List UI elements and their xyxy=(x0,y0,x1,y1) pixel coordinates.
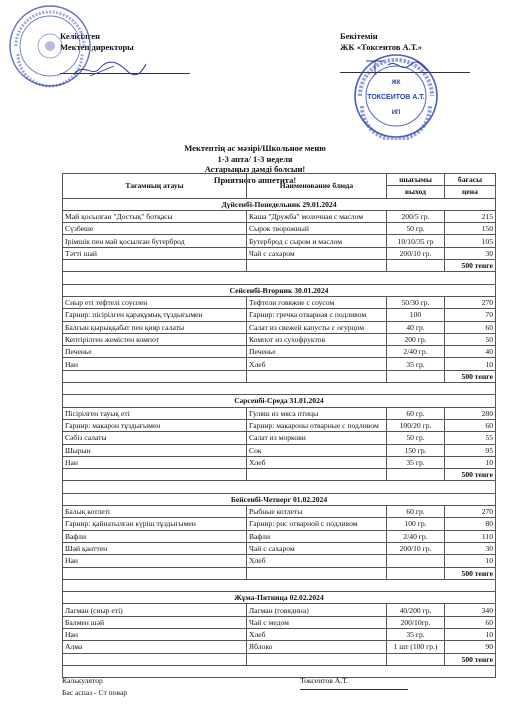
total-blank xyxy=(387,567,445,579)
stamp-bottom-label: ИП xyxy=(391,110,401,116)
dish-name-kz: Сүзбеше xyxy=(63,223,247,235)
dish-name-kz: Сәбіз салаты xyxy=(63,432,247,444)
dish-name-ru: Чай с медом xyxy=(247,616,387,628)
dish-price: 270 xyxy=(445,506,496,518)
dish-name-ru: Бутерброд с сыром и маслом xyxy=(247,235,387,247)
day-total: 500 тенге xyxy=(445,567,496,579)
dish-name-kz: Пісірілген тауық еті xyxy=(63,407,247,419)
total-blank xyxy=(63,260,247,272)
dish-name-kz: Ірімшік пен май қосылған бутерброд xyxy=(63,235,247,247)
dish-yield: 100/20 гр. xyxy=(387,419,445,431)
dish-name-ru: Компот из сухофруктов xyxy=(247,333,387,345)
menu-item-row xyxy=(63,506,496,518)
dish-yield xyxy=(387,555,445,567)
day-total-row xyxy=(63,469,496,481)
day-header-row xyxy=(63,395,496,407)
dish-name-ru: Салат из моркови xyxy=(247,432,387,444)
dish-name-kz: Шырын xyxy=(63,444,247,456)
stamp-top-label: ЖК xyxy=(391,80,401,86)
spacer-cell xyxy=(63,665,496,677)
total-blank xyxy=(247,469,387,481)
dish-price: 30 xyxy=(445,542,496,554)
dish-name-ru: Сырок творожный xyxy=(247,223,387,235)
dish-price: 40 xyxy=(445,346,496,358)
day-header-row xyxy=(63,198,496,210)
table-header-row xyxy=(63,174,496,186)
spacer-row xyxy=(63,481,496,493)
day-title: Сейсенбі-Вторник 30.01.2024 xyxy=(63,284,496,296)
col-name-kz: Тағамның атауы xyxy=(63,174,247,199)
dish-name-ru: Сок xyxy=(247,444,387,456)
col-yield-kz: шығымы xyxy=(387,174,445,186)
approval-right-role: ЖК «Токсеитов А.Т.» xyxy=(340,42,422,52)
school-stamp xyxy=(6,2,94,90)
menu-item-row xyxy=(63,530,496,542)
day-header-row xyxy=(63,284,496,296)
dish-name-kz: Шәй қанттен xyxy=(63,542,247,554)
dish-price: 80 xyxy=(445,518,496,530)
dish-yield: 35 гр. xyxy=(387,628,445,640)
dish-yield: 50 гр. xyxy=(387,223,445,235)
approval-right-title: Бекітемін xyxy=(340,31,378,41)
approval-left-role: Мектеп директоры xyxy=(60,42,134,52)
dish-name-kz: Алма xyxy=(63,641,247,653)
dish-price: 70 xyxy=(445,309,496,321)
menu-item-row xyxy=(63,407,496,419)
total-blank xyxy=(63,370,247,382)
col-name-ru: Наименование блюда xyxy=(247,174,387,199)
menu-item-row xyxy=(63,518,496,530)
approval-left-title: Келісілген xyxy=(60,31,101,41)
menu-item-row xyxy=(63,456,496,468)
dish-price: 10 xyxy=(445,628,496,640)
dish-price: 10 xyxy=(445,358,496,370)
heading-line3: Астарыңыз дәмді болсын! xyxy=(204,164,306,174)
dish-name-kz: Нан xyxy=(63,456,247,468)
dish-price: 50 xyxy=(445,333,496,345)
col-price-ru: цена xyxy=(445,186,496,198)
dish-name-kz: Гарнир: қайнатылған күріш тұздығымен xyxy=(63,518,247,530)
dish-yield: 200/5 гр. xyxy=(387,210,445,222)
dish-price: 55 xyxy=(445,432,496,444)
col-yield-ru: выход xyxy=(387,186,445,198)
menu-table xyxy=(62,173,496,678)
dish-name-kz: Вафли xyxy=(63,530,247,542)
total-blank xyxy=(247,370,387,382)
dish-name-ru: Гарнир: гречка отварная с подливом xyxy=(247,309,387,321)
day-total: 500 тенге xyxy=(445,260,496,272)
day-header-row xyxy=(63,592,496,604)
spacer-row xyxy=(63,383,496,395)
dish-name-ru: Лагман (говядина) xyxy=(247,604,387,616)
spacer-row xyxy=(63,665,496,677)
dish-name-ru: Гарнир: рис отварной с подливом xyxy=(247,518,387,530)
dish-name-kz: Нан xyxy=(63,628,247,640)
dish-price: 30 xyxy=(445,247,496,259)
dish-name-kz: Нан xyxy=(63,358,247,370)
dish-name-kz: Нан xyxy=(63,555,247,567)
dish-name-ru: Вафли xyxy=(247,530,387,542)
menu-item-row xyxy=(63,223,496,235)
dish-price: 10 xyxy=(445,555,496,567)
dish-name-kz: Тәтті шай xyxy=(63,247,247,259)
day-total-row xyxy=(63,370,496,382)
dish-yield: 100 xyxy=(387,309,445,321)
day-total-row xyxy=(63,653,496,665)
day-total: 500 тенге xyxy=(445,653,496,665)
dish-price: 110 xyxy=(445,530,496,542)
dish-yield: 150 гр. xyxy=(387,444,445,456)
dish-yield: 2/40 гр. xyxy=(387,346,445,358)
footer-left xyxy=(62,676,127,697)
dish-name-ru: Салат из свежей капусты с огурцом xyxy=(247,321,387,333)
dish-price: 95 xyxy=(445,444,496,456)
footer-calculator: Калькулятор xyxy=(62,676,103,685)
dish-name-ru: Печенье xyxy=(247,346,387,358)
dish-yield: 2/40 гр. xyxy=(387,530,445,542)
menu-table-body xyxy=(63,174,496,678)
heading-line2: 1-3 апта/ 1-3 неделя xyxy=(217,153,293,164)
spacer-cell xyxy=(63,272,496,284)
day-total: 500 тенге xyxy=(445,370,496,382)
menu-item-row xyxy=(63,321,496,333)
dish-name-ru: Гарнир: макароны отварные с подливом xyxy=(247,419,387,431)
dish-yield: 200/10 гр. xyxy=(387,247,445,259)
heading-line1: Мектептің ас мәзірі/Школьное меню xyxy=(184,143,326,153)
menu-item-row xyxy=(63,419,496,431)
menu-item-row xyxy=(63,628,496,640)
dish-yield: 100 гр. xyxy=(387,518,445,530)
total-blank xyxy=(63,567,247,579)
dish-name-kz: Балғын қырыққабат пен қияр салаты xyxy=(63,321,247,333)
col-price-kz: бағасы xyxy=(445,174,496,186)
dish-name-ru: Каша "Дружба" молочная с маслом xyxy=(247,210,387,222)
dish-name-ru: Рыбные котлеты xyxy=(247,506,387,518)
footer-signature-line xyxy=(300,689,408,690)
dish-yield: 60 гр. xyxy=(387,506,445,518)
dish-yield: 200/10гр. xyxy=(387,616,445,628)
dish-name-kz: Балмен шәй xyxy=(63,616,247,628)
menu-item-row xyxy=(63,333,496,345)
dish-price: 10 xyxy=(445,456,496,468)
menu-item-row xyxy=(63,616,496,628)
total-blank xyxy=(63,469,247,481)
menu-item-row xyxy=(63,346,496,358)
menu-item-row xyxy=(63,358,496,370)
menu-item-row xyxy=(63,235,496,247)
day-total: 500 тенге xyxy=(445,469,496,481)
menu-item-row xyxy=(63,247,496,259)
dish-name-ru: Хлеб xyxy=(247,358,387,370)
dish-yield: 50 гр. xyxy=(387,432,445,444)
dish-yield: 200/10 гр. xyxy=(387,542,445,554)
total-blank xyxy=(247,653,387,665)
heading-line4: Приятного аппетита! xyxy=(213,174,297,185)
dish-price: 60 xyxy=(445,419,496,431)
dish-name-ru: Тефтели говяжие с соусом xyxy=(247,296,387,308)
dish-price: 280 xyxy=(445,407,496,419)
dish-price: 270 xyxy=(445,296,496,308)
footer-right: Токсеитов А.Т. xyxy=(300,676,348,685)
spacer-cell xyxy=(63,481,496,493)
menu-item-row xyxy=(63,604,496,616)
dish-name-ru: Гуляш из мяса птицы xyxy=(247,407,387,419)
dish-name-kz: Кептірілген жемістен компот xyxy=(63,333,247,345)
spacer-row xyxy=(63,272,496,284)
dish-price: 60 xyxy=(445,616,496,628)
total-blank xyxy=(247,567,387,579)
day-header-row xyxy=(63,493,496,505)
menu-item-row xyxy=(63,432,496,444)
menu-item-row xyxy=(63,210,496,222)
dish-name-kz: Печенье xyxy=(63,346,247,358)
dish-price: 105 xyxy=(445,235,496,247)
spacer-cell xyxy=(63,383,496,395)
dish-yield: 60 гр. xyxy=(387,407,445,419)
menu-item-row xyxy=(63,444,496,456)
dish-yield: 40 гр. xyxy=(387,321,445,333)
day-title: Бейсенбі-Четверг 01.02.2024 xyxy=(63,493,496,505)
menu-item-row xyxy=(63,296,496,308)
total-blank xyxy=(387,370,445,382)
dish-yield: 50/30 гр. xyxy=(387,296,445,308)
dish-yield: 35 гр. xyxy=(387,358,445,370)
dish-price: 90 xyxy=(445,641,496,653)
dish-name-ru: Хлеб xyxy=(247,456,387,468)
dish-name-ru: Чай с сахаром xyxy=(247,247,387,259)
dish-yield: 1 шт (100 гр.) xyxy=(387,641,445,653)
total-blank xyxy=(387,653,445,665)
dish-yield: 200 гр. xyxy=(387,333,445,345)
day-total-row xyxy=(63,260,496,272)
dish-name-ru: Хлеб xyxy=(247,628,387,640)
dish-name-kz: Гарнир: пісірілген қарақұмық тұздығымен xyxy=(63,309,247,321)
dish-name-kz: Лагман (сиыр еті) xyxy=(63,604,247,616)
dish-yield: 35 гр. xyxy=(387,456,445,468)
dish-name-ru: Хлеб xyxy=(247,555,387,567)
dish-name-ru: Чай с сахаром xyxy=(247,542,387,554)
dish-name-kz: Май қосылған "Достық" ботқасы xyxy=(63,210,247,222)
day-title: Жұма-Пятница 02.02.2024 xyxy=(63,592,496,604)
dish-price: 340 xyxy=(445,604,496,616)
dish-name-kz: Гарнир: макарон тұздығымен xyxy=(63,419,247,431)
day-total-row xyxy=(63,567,496,579)
dish-name-ru: Яблоко xyxy=(247,641,387,653)
menu-item-row xyxy=(63,309,496,321)
total-blank xyxy=(63,653,247,665)
dish-name-kz: Сиыр еті тефтелі соуспен xyxy=(63,296,247,308)
dish-yield: 10/10/35 гр xyxy=(387,235,445,247)
company-stamp xyxy=(352,52,440,140)
spacer-cell xyxy=(63,579,496,591)
day-title: Дүйсенбі-Понедельник 29.01.2024 xyxy=(63,198,496,210)
footer-chef: Бас аспаз - Ст повар xyxy=(62,688,128,697)
total-blank xyxy=(387,260,445,272)
menu-item-row xyxy=(63,542,496,554)
total-blank xyxy=(387,469,445,481)
approval-right xyxy=(340,31,422,53)
dish-price: 215 xyxy=(445,210,496,222)
menu-item-row xyxy=(63,641,496,653)
dish-price: 60 xyxy=(445,321,496,333)
stamp-name: ТОКСЕИТОВ А.Т. xyxy=(367,94,425,101)
dish-name-kz: Балық котлеті xyxy=(63,506,247,518)
day-title: Сәрсенбі-Среда 31.01.2024 xyxy=(63,395,496,407)
dish-price: 150 xyxy=(445,223,496,235)
menu-item-row xyxy=(63,555,496,567)
spacer-row xyxy=(63,579,496,591)
total-blank xyxy=(247,260,387,272)
dish-yield: 40/200 гр. xyxy=(387,604,445,616)
